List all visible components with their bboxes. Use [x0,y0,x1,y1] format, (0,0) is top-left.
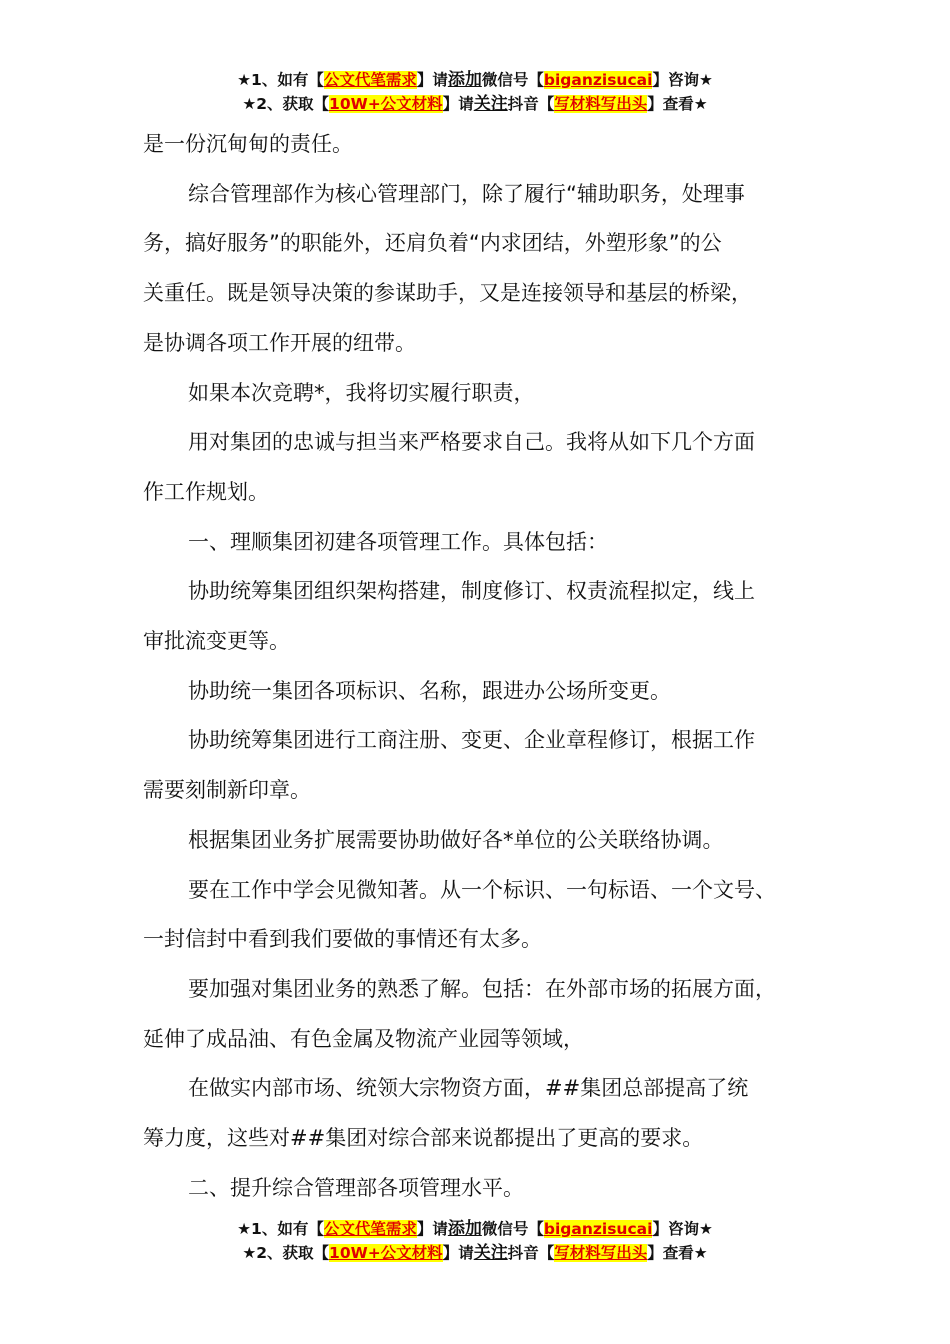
text-line: 根据集团业务扩展需要协助做好各*单位的公关联络协调。 [188,827,724,852]
text-line: 筹力度，这些对##集团对综合部来说都提出了更高的要求。 [143,1126,704,1151]
text-line: 延伸了成品油、有色金属及物流产业园等领域， [143,1026,584,1051]
banner-line-1: ★1、如有【公文代笔需求】请添加微信号【biganzisucai】咨询★ [237,70,713,90]
text-line: 协助统一集团各项标识、名称，跟进办公场所变更。 [188,678,671,703]
text-line: 是一份沉甸甸的责任。 [143,132,353,156]
text-line: 综合管理部作为核心管理部门，除了履行“辅助职务，处理事 [188,181,745,206]
document-body [143,120,823,1213]
text-line: 审批流变更等。 [143,629,290,654]
text-line: 要加强对集团业务的熟悉了解。包括：在外部市场的拓展方面， [188,976,776,1001]
banner-line-2: ★2、获取【10W+公文材料】请关注抖音【写材料写出头】查看★ [242,1243,708,1263]
douyin-id: 写材料写出头 [554,1244,648,1262]
wechat-id: biganzisucai [543,71,653,89]
highlight: 公文代笔需求 [323,71,417,89]
text-line: 协助统筹集团组织架构搭建，制度修订、权责流程拟定，线上 [188,579,755,604]
text-line: 需要刻制新印章。 [143,778,311,803]
wechat-id: biganzisucai [543,1220,653,1238]
text-line: 在做实内部市场、统领大宗物资方面，##集团总部提高了统 [188,1076,749,1101]
douyin-id: 写材料写出头 [554,95,648,113]
highlight: 10W+公文材料 [329,95,443,113]
text-line: 协助统筹集团进行工商注册、变更、企业章程修订，根据工作 [188,728,755,753]
banner-line-2: ★2、获取【10W+公文材料】请关注抖音【写材料写出头】查看★ [242,94,708,114]
text-line: 关重任。既是领导决策的参谋助手，又是连接领导和基层的桥梁， [143,281,752,306]
text-line: 是协调各项工作开展的纽带。 [143,330,416,355]
footer-banner [0,1217,950,1265]
text-line: 要在工作中学会见微知著。从一个标识、一句标语、一个文号、 [188,877,776,902]
text-line: 务，搞好服务”的职能外，还肩负着“内求团结，外塑形象”的公 [143,231,722,256]
text-line: 用对集团的忠诚与担当来严格要求自己。我将从如下几个方面 [188,430,755,455]
text-line: 如果本次竞聘*，我将切实履行职责， [188,380,535,405]
highlight: 公文代笔需求 [323,1220,417,1238]
text-line: 作工作规划。 [143,479,269,504]
text-line: 一封信封中看到我们要做的事情还有太多。 [143,927,542,952]
banner-line-1: ★1、如有【公文代笔需求】请添加微信号【biganzisucai】咨询★ [237,1219,713,1239]
header-banner [0,68,950,116]
text-line: 一、理顺集团初建各项管理工作。具体包括： [188,529,608,554]
text-line: 二、提升综合管理部各项管理水平。 [188,1175,524,1200]
highlight: 10W+公文材料 [329,1244,443,1262]
